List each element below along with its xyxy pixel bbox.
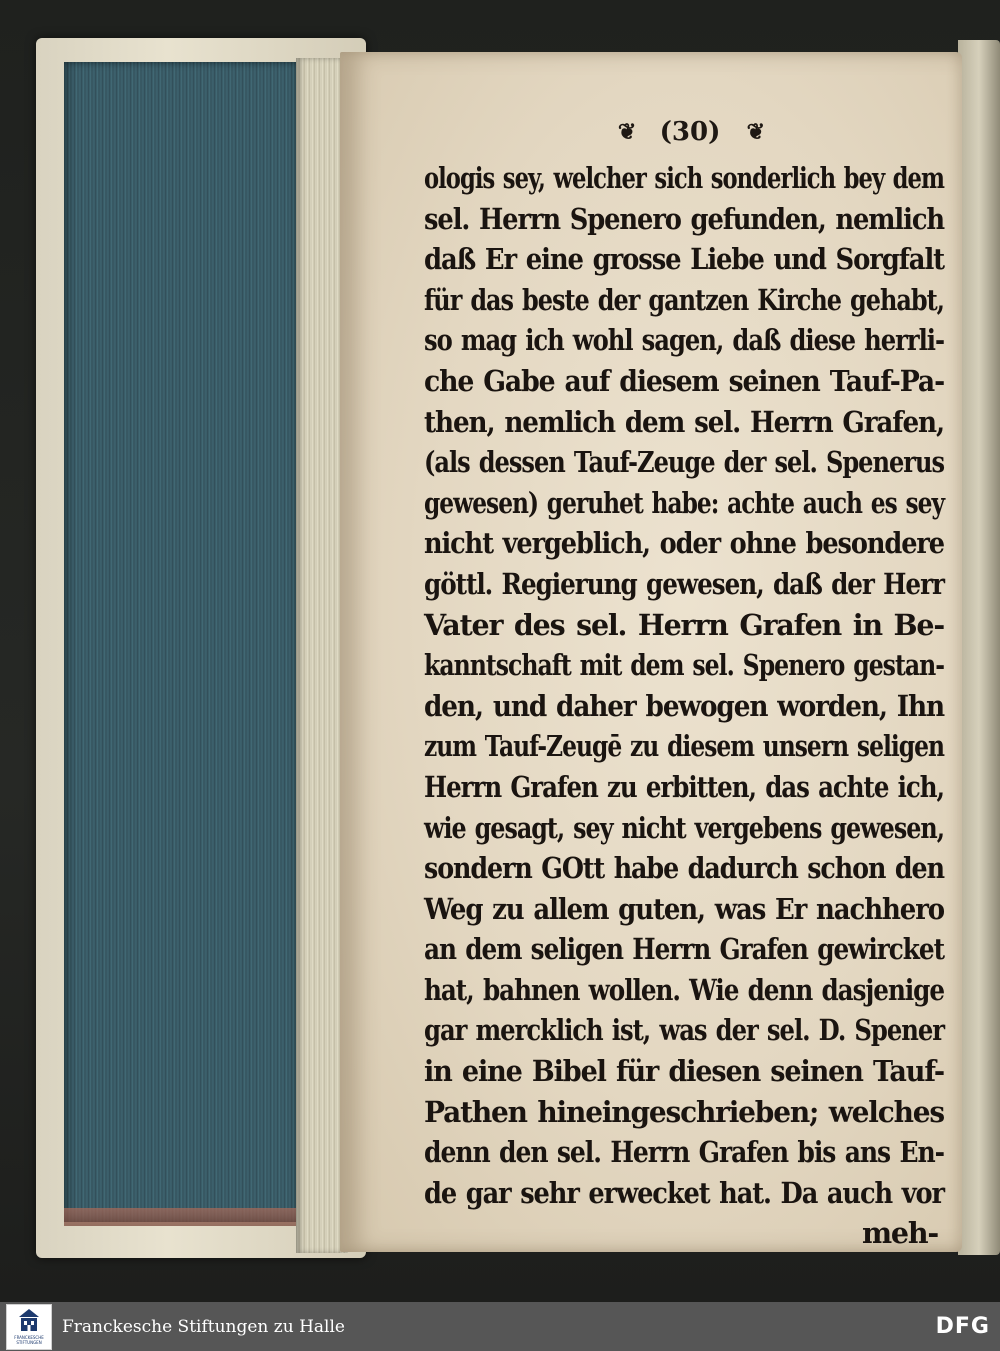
text-line: Pathen hineingeschrieben; welches xyxy=(424,1094,945,1129)
ornament-left-icon: ❦ xyxy=(617,119,634,145)
text-block xyxy=(424,158,944,1254)
catchword: meh- xyxy=(861,1216,938,1251)
text-line: daß Er eine grosse Liebe und Sorgfalt xyxy=(424,242,945,277)
text-line: für das beste der gantzen Kirche gehabt, xyxy=(424,282,945,317)
page-number: (30) xyxy=(659,117,721,147)
text-line: den, und daher bewogen worden, Ihn xyxy=(424,688,945,723)
right-cover-edge xyxy=(958,40,1000,1255)
text-line: Weg zu allem guten, was Er nachhero xyxy=(424,891,944,926)
footer-title[interactable]: Franckesche Stiftungen zu Halle xyxy=(62,1316,345,1337)
text-line: de gar sehr erwecket hat. Da auch vor xyxy=(424,1175,944,1210)
text-line: so mag ich wohl sagen, daß diese herrli- xyxy=(424,323,944,358)
dfg-logo[interactable]: DFG xyxy=(935,1314,990,1339)
text-line: wie gesagt, sey nicht vergebens gewesen, xyxy=(424,810,944,845)
text-line: (als dessen Tauf-Zeuge der sel. Spenerus xyxy=(424,445,945,480)
text-line: nicht vergeblich, oder ohne besondere xyxy=(424,526,945,561)
text-line: che Gabe auf diesem seinen Tauf-Pa- xyxy=(424,363,945,398)
page-edges-bottom xyxy=(64,1208,302,1226)
ornament-right-icon: ❦ xyxy=(746,119,763,145)
franckesche-logo[interactable] xyxy=(6,1304,52,1350)
text-line: denn den sel. Herrn Grafen bis ans En- xyxy=(424,1135,945,1170)
text-line: sel. Herrn Spenero gefunden, nemlich xyxy=(424,201,945,236)
text-line: göttl. Regierung gewesen, daß der Herr xyxy=(424,566,945,601)
viewer-footer xyxy=(0,1302,1000,1351)
text-line: sondern GOtt habe dadurch schon den xyxy=(424,851,944,886)
text-line: then, nemlich dem sel. Herrn Grafen, xyxy=(424,404,944,439)
page-edges xyxy=(64,62,302,1222)
running-head xyxy=(585,112,795,152)
text-line: hat, bahnen wollen. Wie denn dasjenige xyxy=(424,972,944,1007)
text-line: gewesen) geruhet habe: achte auch es sey xyxy=(424,485,945,520)
text-line: zum Tauf-Zeugē zu diesem unsern seligen xyxy=(424,729,944,764)
building-icon xyxy=(18,1308,40,1334)
logo-text: FRANCKESCHE STIFTUNGEN xyxy=(14,1335,44,1345)
text-line: kanntschaft mit dem sel. Spenero gestan- xyxy=(424,648,945,683)
text-line: Herrn Grafen zu erbitten, das achte ich, xyxy=(424,769,945,804)
text-line: in eine Bibel für diesen seinen Tauf- xyxy=(424,1054,944,1089)
text-line: ologis sey, welcher sich sonderlich bey dem xyxy=(424,161,945,195)
text-line: gar mercklich ist, was der sel. D. Spener xyxy=(424,1013,945,1048)
text-line: Vater des sel. Herrn Grafen in Be- xyxy=(424,607,944,642)
text-line: an dem seligen Herrn Grafen gewircket xyxy=(424,932,945,967)
